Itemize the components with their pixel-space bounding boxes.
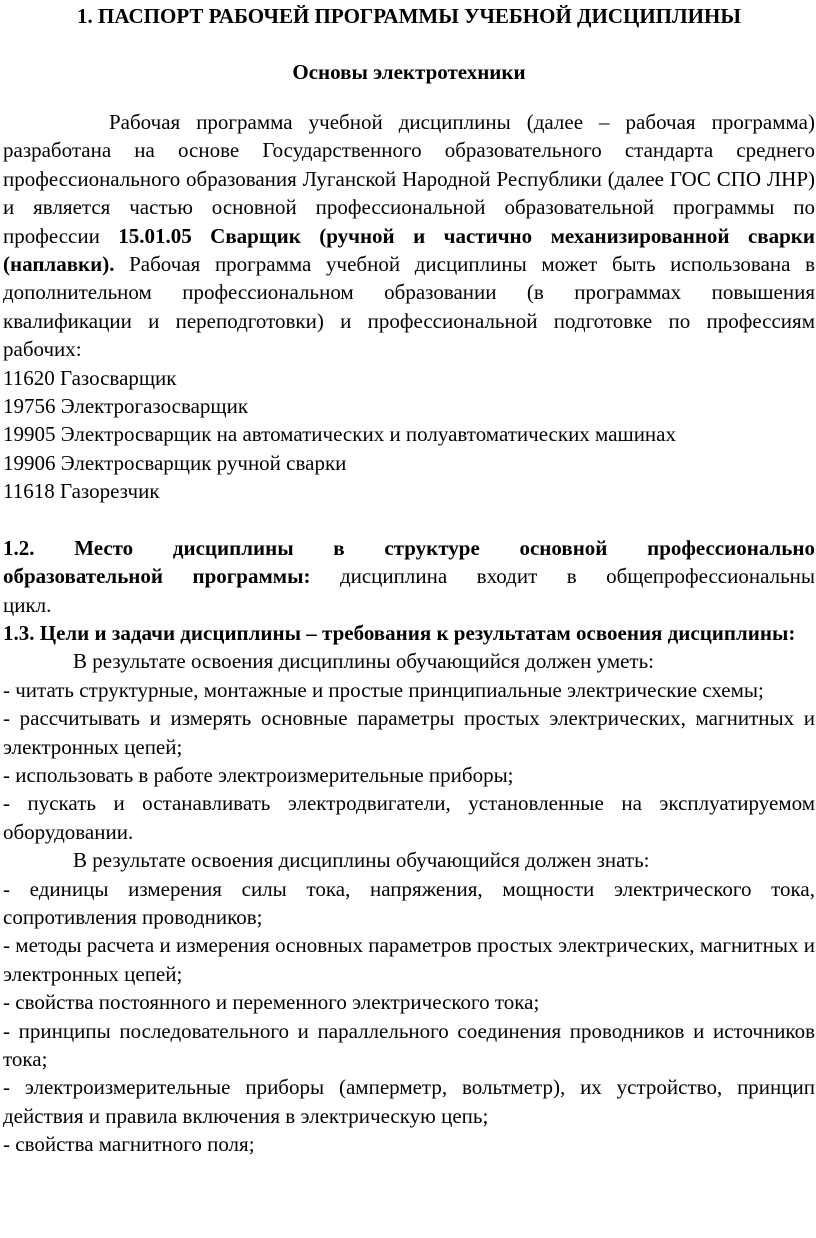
knowledge-item: - свойства постоянного и переменного электрического тока;: [3, 990, 540, 1015]
list-item: 19906 Электросварщик ручной сварки: [3, 450, 347, 475]
section-1-3-heading: 1.3. Цели и задачи дисциплины – требования к результатам освоения дисциплины:: [3, 620, 796, 645]
skills-intro: В результате освоения дисциплины обучающийся должен уметь:: [73, 649, 655, 674]
list-item: 19905 Электросварщик на автоматических и полуавтоматических машинах: [3, 422, 676, 447]
intro-paragraph: [3, 108, 815, 364]
list-item: 19756 Электрогазосварщик: [3, 394, 249, 419]
section-1-2-bold: образовательной программы:: [3, 564, 311, 589]
list-item: 11620 Газосварщик: [3, 365, 177, 390]
knowledge-intro: В результате освоения дисциплины обучающийся должен знать:: [73, 848, 650, 873]
knowledge-item: - электроизмерительные приборы (амперметр, вольтметр), их устройство, принцип действия и правила включения в электрическую цепь;: [3, 1075, 815, 1128]
knowledge-item: - методы расчета и измерения основных параметров простых электрических, магнитных и электронных цепей;: [3, 933, 815, 986]
section-1-3: [3, 619, 815, 1159]
section-1-2-line2: [3, 562, 815, 590]
document-page: [3, 2, 815, 1159]
section-1-2-line3: цикл.: [3, 592, 52, 617]
knowledge-item: - свойства магнитного поля;: [3, 1132, 255, 1157]
knowledge-item: - принципы последовательного и параллельного соединения проводников и источников тока;: [3, 1018, 815, 1071]
professions-list: [3, 364, 815, 506]
knowledge-item: - единицы измерения силы тока, напряжения, мощности электрического тока, сопротивления проводников;: [3, 876, 815, 929]
section-1-2-heading: 1.2. Место дисциплины в структуре основной профессионально: [3, 535, 815, 560]
skill-item: - рассчитывать и измерять основные параметры простых электрических, магнитных и электронных цепей;: [3, 706, 815, 759]
spacer: [3, 506, 815, 534]
list-item: 11618 Газорезчик: [3, 479, 160, 504]
profession-code: 15.01.05 Сварщик (ручной и частично механизированной сварки (наплавки).: [3, 223, 815, 277]
skill-item: - пускать и останавливать электродвигатели, установленные на эксплуатируемом оборудовании.: [3, 791, 815, 844]
section-1-2-rest: дисциплина входит в общепрофессиональны: [310, 564, 815, 589]
intro-usage: Рабочая программа учебной дисциплины может быть использована в дополнительном профессиональном образовании (в программах повышения квалификации и переподготовки) и профессиональной подготовке по профессиям рабочих:: [3, 252, 816, 362]
subject-title: Основы электротехники: [292, 60, 526, 84]
skill-item: - читать структурные, монтажные и простые принципиальные электрические схемы;: [3, 677, 764, 702]
intro-text: Рабочая программа учебной дисциплины (далее – рабочая программа) разработана на основе Государственного образовательного стандарта среднего профессионального образования Луганской Народной Республики (далее ГОС СПО ЛНР) и является частью основной профессиональной образовательной программы по профессии: [3, 110, 815, 248]
section-1-2: [3, 534, 815, 619]
skill-item: - использовать в работе электроизмерительные приборы;: [3, 762, 514, 787]
page-title: 1. ПАСПОРТ РАБОЧЕЙ ПРОГРАММЫ УЧЕБНОЙ ДИСЦИПЛИНЫ: [77, 4, 741, 28]
